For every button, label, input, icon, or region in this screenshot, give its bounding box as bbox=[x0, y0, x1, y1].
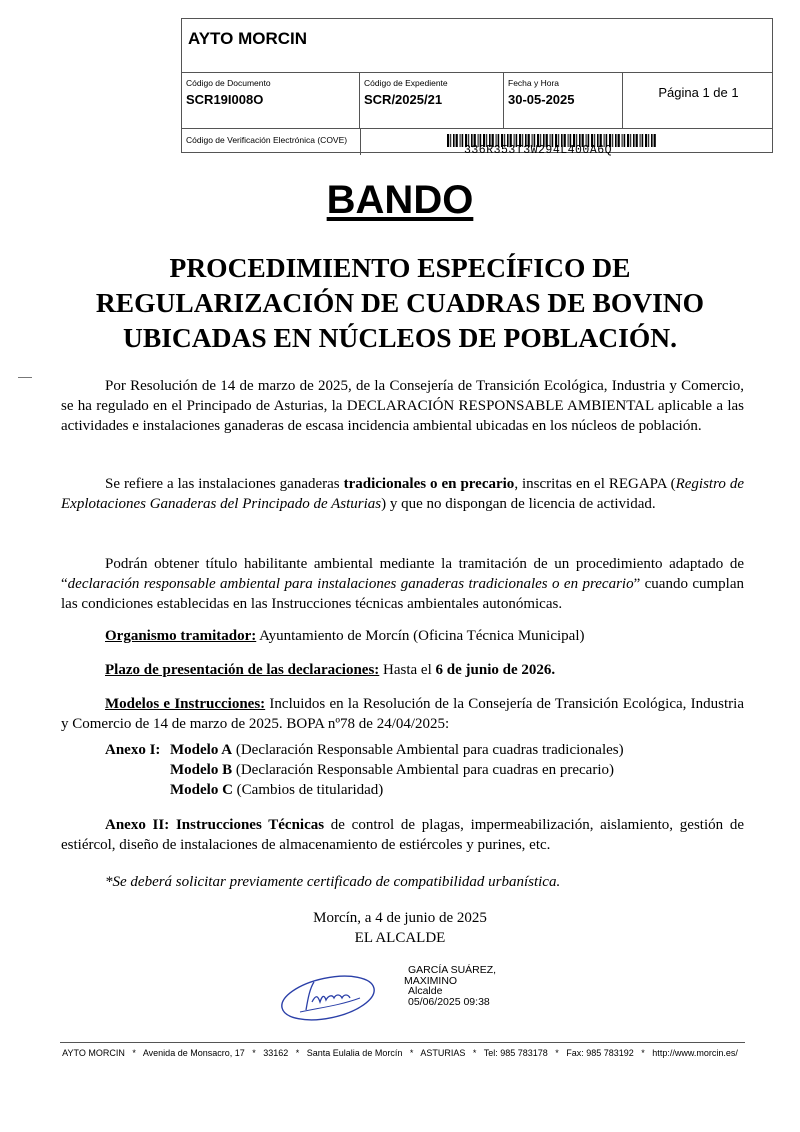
plazo-text bbox=[61, 660, 744, 680]
barcode-bar bbox=[648, 134, 649, 147]
organismo-value: Ayuntamiento de Morcín (Oficina Técnica Municipal) bbox=[256, 628, 585, 644]
barcode-bar bbox=[642, 134, 644, 147]
paragraph-2-text bbox=[61, 474, 744, 514]
footer: AYTO MORCIN * Avenida de Monsacro, 17 * 33162 * Santa Eulalia de Morcín * ASTURIAS * Tel: 985 783178 * Fax: 985 783192 * http://www.morcin.es/ bbox=[62, 1048, 738, 1058]
signer-name-1: GARCÍA SUÁREZ, bbox=[408, 964, 497, 976]
date-cell bbox=[504, 73, 623, 128]
plazo-label: Plazo de presentación de las declaraciones: bbox=[105, 662, 380, 678]
cove-code: 336R353T3W294L400A6Q bbox=[464, 144, 613, 157]
note-text: *Se deberá solicitar previamente certificado de compatibilidad urbanística. bbox=[105, 874, 561, 890]
modelos-paragraph bbox=[61, 694, 744, 734]
p3-b: declaración responsable ambiental para instalaciones ganaderas tradicionales o en precario bbox=[67, 576, 634, 592]
anexo-2-desc: de control de plagas, impermeabilización, aislamiento, gestión de estiércol, diseño de instalaciones de almacenamiento de estiércoles y purines, etc. bbox=[61, 817, 744, 853]
date-value: 30-05-2025 bbox=[508, 92, 575, 107]
barcode-bar bbox=[447, 134, 449, 147]
anexo-1-item-c bbox=[170, 780, 383, 800]
header-cove-row bbox=[182, 128, 772, 155]
place-date: Morcín, a 4 de junio de 2025 bbox=[313, 910, 487, 926]
document-header bbox=[181, 18, 773, 157]
signer-name-2: MAXIMINO bbox=[404, 974, 458, 987]
digital-signer bbox=[404, 965, 496, 1007]
barcode-bar bbox=[450, 134, 451, 147]
anexo-1-item-a bbox=[170, 740, 624, 760]
document-subtitle: PROCEDIMIENTO ESPECÍFICO DE REGULARIZACIÓN DE CUADRAS DE BOVINO UBICADAS EN NÚCLEOS DE POBLACIÓN. bbox=[95, 252, 705, 353]
barcode-bar bbox=[453, 134, 455, 147]
barcode-bar bbox=[630, 134, 631, 147]
barcode-bar bbox=[624, 134, 626, 147]
anexo-2 bbox=[61, 815, 744, 855]
signer-datetime: 05/06/2025 09:38 bbox=[408, 995, 490, 1008]
modelo-b-name: Modelo B bbox=[170, 762, 233, 778]
date-label: Fecha y Hora bbox=[508, 78, 560, 88]
barcode-bar bbox=[618, 134, 620, 147]
p2-b: tradicionales o en precario bbox=[343, 476, 515, 492]
plazo-value: Hasta el bbox=[379, 662, 436, 678]
paragraph-3 bbox=[61, 554, 744, 614]
footer-rule bbox=[60, 1042, 745, 1043]
modelos-value: Incluidos en la Resolución de la Consejería de Transición Ecológica, Industria y Comercio de 14 de marzo de 2025. BOPA nº78 de 24/04/2025: bbox=[61, 696, 744, 732]
barcode-bar bbox=[612, 134, 613, 147]
document-title: BANDO bbox=[326, 178, 474, 222]
organismo-text bbox=[61, 626, 744, 646]
anexo-2-text bbox=[61, 815, 744, 855]
modelo-a-desc: (Declaración Responsable Ambiental para cuadras tradicionales) bbox=[232, 742, 624, 758]
anexo-1-label: Anexo I: bbox=[105, 742, 161, 758]
paragraph-2 bbox=[61, 474, 744, 514]
cove-separator bbox=[360, 129, 361, 155]
exp-code-cell bbox=[360, 73, 504, 128]
barcode-bar bbox=[645, 134, 647, 147]
plazo-date: 6 de junio de 2026. bbox=[435, 662, 556, 678]
barcode-bar bbox=[615, 134, 617, 147]
anexo-1-row-b bbox=[61, 760, 744, 780]
p2-c: , inscritas en el REGAPA ( bbox=[514, 476, 676, 492]
barcode-bar bbox=[651, 134, 653, 147]
paragraph-1-text: Por Resolución de 14 de marzo de 2025, de la Consejería de Transición Ecológica, Industria y Comercio, se ha regulado en el Principado de Asturias, la DECLARACIÓN RESPONSABLE AMBIENTAL aplicable a las actividades e instalaciones ganaderas de escasa incidencia ambiental ubicadas en los núcleos de población. bbox=[61, 378, 744, 434]
paragraph-1 bbox=[61, 376, 744, 436]
organismo-line bbox=[61, 626, 744, 646]
paragraph-3-text bbox=[61, 554, 744, 614]
barcode-bar bbox=[640, 134, 641, 147]
page-indicator: Página 1 de 1 bbox=[658, 85, 739, 100]
barcode-bar bbox=[456, 134, 458, 147]
handwritten-signature bbox=[278, 968, 388, 1024]
modelo-c-name: Modelo C bbox=[170, 782, 233, 798]
signer-role: EL ALCALDE bbox=[354, 930, 446, 946]
anexo-1-row-c bbox=[61, 780, 744, 800]
exp-code: SCR/2025/21 bbox=[364, 92, 443, 107]
page-cell bbox=[623, 73, 774, 128]
anexo-1-row-a bbox=[61, 740, 744, 760]
organismo-label: Organismo tramitador: bbox=[105, 628, 257, 644]
signer-title: Alcalde bbox=[408, 985, 443, 997]
p3-a: Podrán obtener título habilitante ambiental mediante la tramitación de un procedimiento adaptado de “ bbox=[61, 556, 744, 592]
anexo-1 bbox=[61, 740, 744, 800]
doc-code-cell bbox=[182, 73, 360, 128]
p2-e: ) y que no dispongan de licencia de actividad. bbox=[381, 496, 656, 512]
plazo-line bbox=[61, 660, 744, 680]
p2-a: Se refiere a las instalaciones ganaderas bbox=[105, 476, 344, 492]
exp-code-label: Código de Expediente bbox=[364, 78, 448, 88]
doc-code: SCR19I008O bbox=[186, 92, 264, 107]
modelo-b-desc: (Declaración Responsable Ambiental para cuadras en precario) bbox=[232, 762, 615, 778]
header-codes-row bbox=[182, 72, 772, 128]
barcode-bar bbox=[627, 134, 629, 147]
anexo-1-item-b bbox=[170, 760, 614, 780]
barcode-bar bbox=[622, 134, 623, 147]
header-organization: AYTO MORCIN bbox=[188, 29, 308, 48]
p2-d: Registro de Explotaciones Ganaderas del Principado de Asturias bbox=[61, 476, 744, 512]
modelo-c-desc: (Cambios de titularidad) bbox=[232, 782, 384, 798]
modelos-label: Modelos e Instrucciones: bbox=[105, 696, 266, 712]
barcode-bar bbox=[633, 134, 635, 147]
note bbox=[61, 872, 744, 892]
barcode-bar bbox=[636, 134, 638, 147]
modelos-text bbox=[61, 694, 744, 734]
signature-block bbox=[0, 908, 800, 948]
modelo-a-name: Modelo A bbox=[170, 742, 233, 758]
barcode-bar bbox=[462, 134, 464, 147]
doc-code-label: Código de Documento bbox=[186, 78, 271, 88]
margin-mark bbox=[18, 377, 32, 378]
anexo-2-label: Anexo II: bbox=[105, 817, 170, 833]
anexo-2-name: Instrucciones Técnicas bbox=[169, 817, 325, 833]
barcode-bar bbox=[460, 134, 461, 147]
cove-label: Código de Verificación Electrónica (COVE) bbox=[186, 135, 348, 145]
barcode-bar bbox=[654, 134, 656, 147]
p3-c: ” cuando cumplan las condiciones establecidas en las Instrucciones técnicas ambientales autonómicas. bbox=[61, 576, 744, 612]
